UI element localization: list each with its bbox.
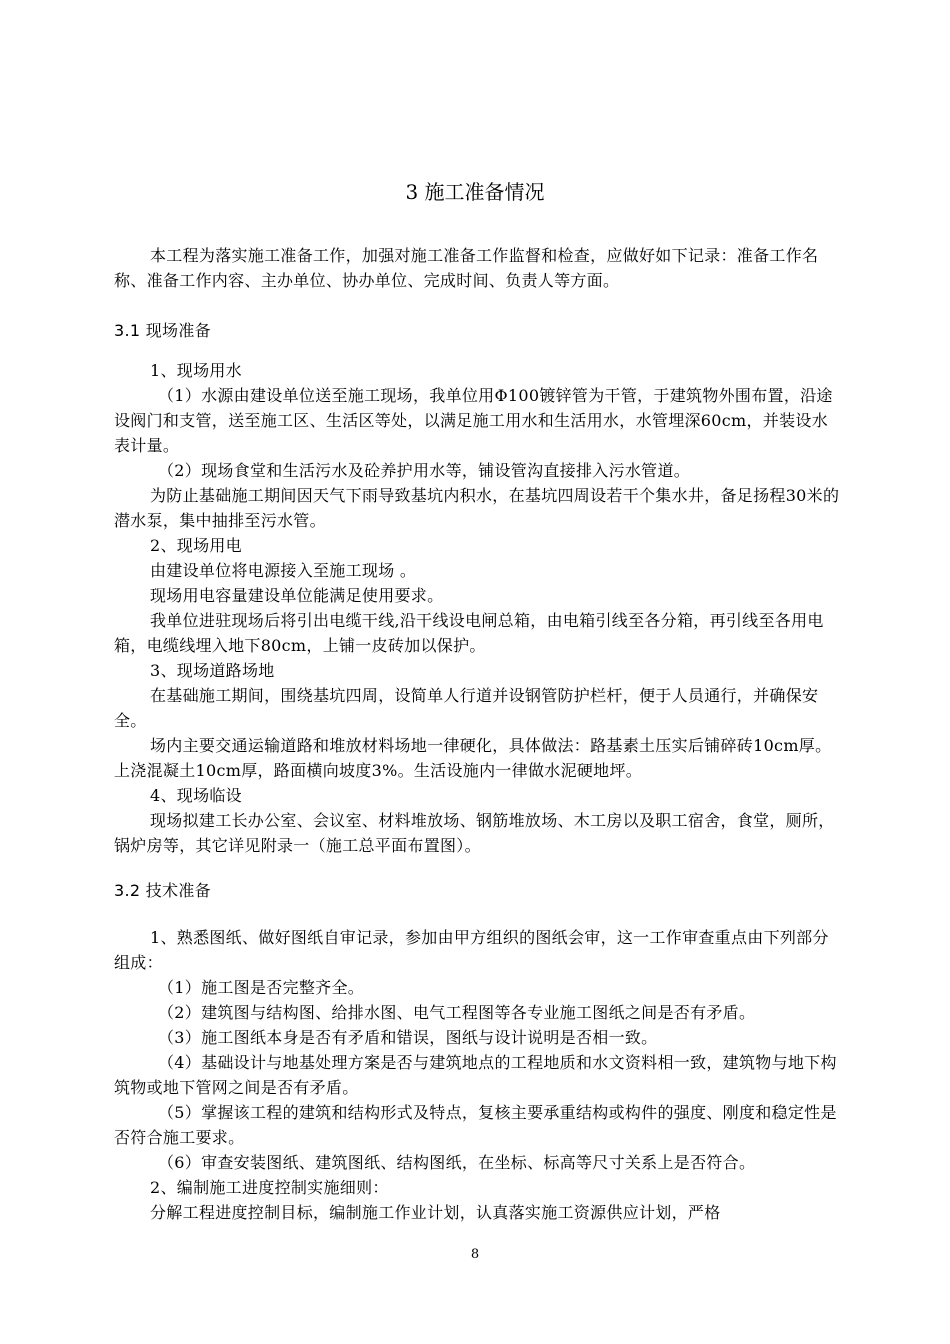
site-prep-block — [114, 358, 842, 858]
page-title: 3 施工准备情况 — [405, 180, 545, 204]
review-item-6: （6）审查安装图纸、建筑图纸、结构图纸，在坐标、标高等尺寸关系上是否符合。 — [158, 1153, 756, 1172]
temp-facilities-heading: 4、现场临设 — [150, 786, 242, 805]
water-heading: 1、现场用水 — [150, 361, 242, 380]
power-paragraph-1: 由建设单位将电源接入至施工现场 。 — [150, 561, 417, 580]
review-item-3: （3）施工图纸本身是否有矛盾和错误，图纸与设计说明是否相一致。 — [158, 1028, 658, 1047]
water-paragraph-2: （2）现场食堂和生活污水及砼养护用水等，铺设管沟直接排入污水管道。 — [158, 461, 691, 480]
intro-paragraph: 本工程为落实施工准备工作，加强对施工准备工作监督和检查，应做好如下记录：准备工作名称、准备工作内容、主办单位、协办单位、完成时间、负责人等方面。 — [114, 246, 819, 290]
schedule-paragraph: 分解工程进度控制目标，编制施工作业计划，认真落实施工资源供应计划，严格 — [150, 1203, 721, 1222]
section-heading-site: 3.1 现场准备 — [114, 321, 211, 340]
drawing-review-paragraph: 1、熟悉图纸、做好图纸自审记录，参加由甲方组织的图纸会审，这一工作审查重点由下列部分组成： — [114, 928, 829, 972]
power-paragraph-2: 现场用电容量建设单位能满足使用要求。 — [150, 586, 444, 605]
power-heading: 2、现场用电 — [150, 536, 242, 555]
power-paragraph-3: 我单位进驻现场后将引出电缆干线,沿干线设电闸总箱，由电箱引线至各分箱，再引线至各用电箱，电缆线埋入地下80cm，上铺一皮砖加以保护。 — [114, 611, 824, 655]
intro-block — [114, 243, 842, 293]
tech-prep-block — [114, 925, 842, 1225]
water-paragraph-3: 为防止基础施工期间因天气下雨导致基坑内积水，在基坑四周设若干个集水井，备足扬程30米的潜水泵，集中抽排至污水管。 — [114, 486, 840, 530]
temp-facilities-paragraph: 现场拟建工长办公室、会议室、材料堆放场、钢筋堆放场、木工房以及职工宿舍，食堂，厕所，锅炉房等，其它详见附录一（施工总平面布置图）。 — [114, 811, 835, 855]
section-heading-tech: 3.2 技术准备 — [114, 881, 211, 900]
schedule-heading: 2、编制施工进度控制实施细则： — [150, 1178, 389, 1197]
review-item-1: （1）施工图是否完整齐全。 — [158, 978, 365, 997]
review-item-2: （2）建筑图与结构图、给排水图、电气工程图等各专业施工图纸之间是否有矛盾。 — [158, 1003, 756, 1022]
page-number: 8 — [470, 1247, 480, 1262]
review-item-5: （5）掌握该工程的建筑和结构形式及特点，复核主要承重结构或构件的强度、刚度和稳定性是否符合施工要求。 — [114, 1103, 837, 1147]
road-paragraph-1: 在基础施工期间，围绕基坑四周，设简单人行道并设钢管防护栏杆，便于人员通行，并确保安全。 — [114, 686, 819, 730]
road-paragraph-2: 场内主要交通运输道路和堆放材料场地一律硬化，具体做法：路基素土压实后铺碎砖10cm厚。上浇混凝土10cm厚，路面横向坡度3%。生活设施内一律做水泥硬地坪。 — [114, 736, 832, 780]
road-heading: 3、现场道路场地 — [150, 661, 275, 680]
water-paragraph-1: （1）水源由建设单位送至施工现场，我单位用Φ100镀锌管为干管，于建筑物外围布置，沿途设阀门和支管，送至施工区、生活区等处，以满足施工用水和生活用水，水管埋深60cm，并装设水表计量。 — [114, 386, 833, 455]
review-item-4: （4）基础设计与地基处理方案是否与建筑地点的工程地质和水文资料相一致，建筑物与地下构筑物或地下管网之间是否有矛盾。 — [114, 1053, 837, 1097]
